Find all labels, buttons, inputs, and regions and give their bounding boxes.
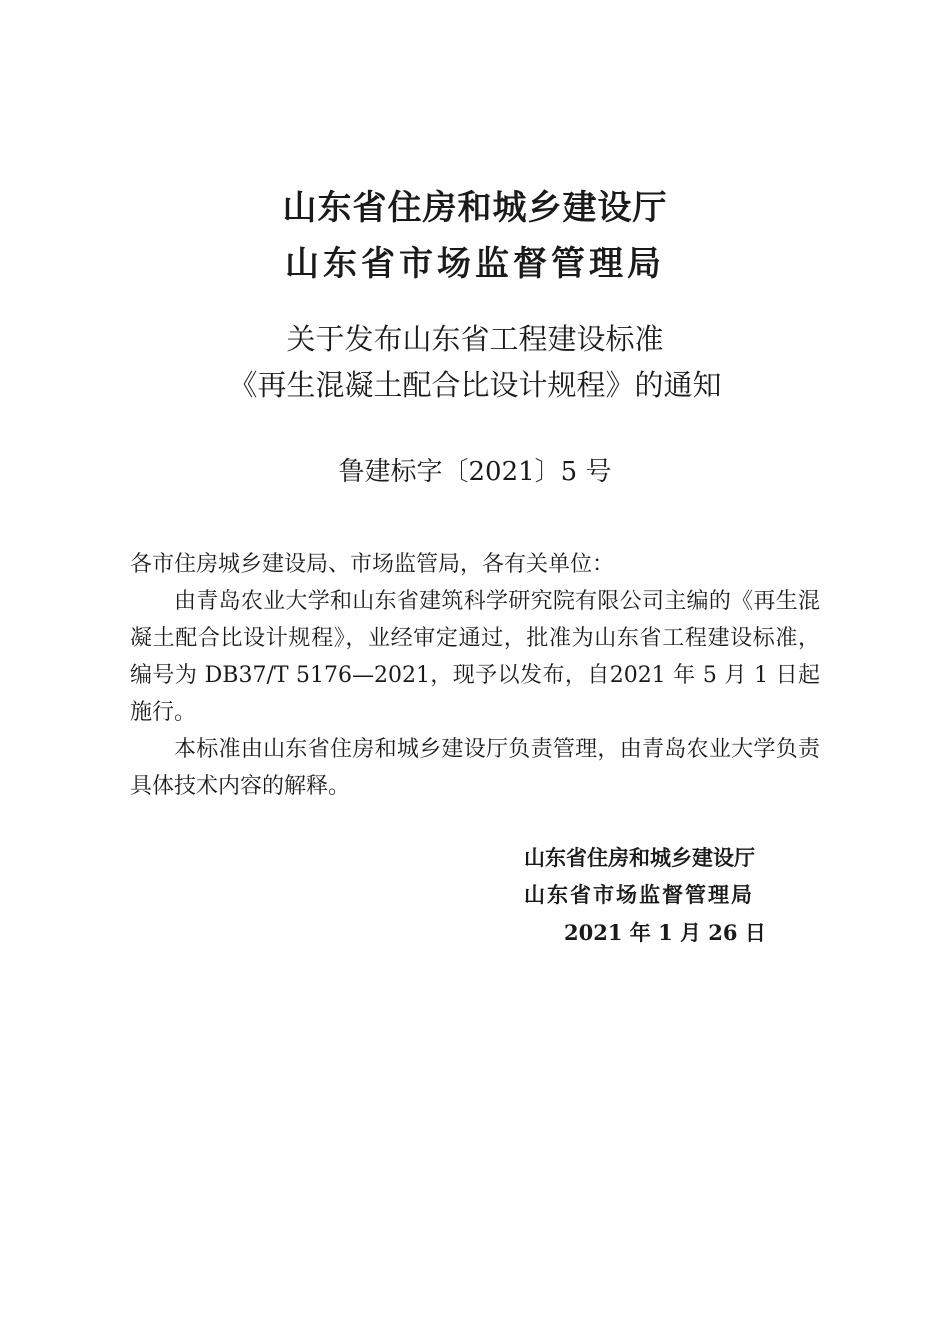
signature-org: 山东省住房和城乡建设厅	[524, 846, 755, 870]
salutation: 各市住房城乡建设局、市场监管局，各有关单位：	[130, 552, 615, 577]
signature-block	[524, 840, 824, 951]
document-number: 鲁建标字〔2021〕5 号	[338, 457, 612, 487]
notice-title-line: 关于发布山东省工程建设标准	[286, 322, 664, 356]
signature-org: 山东省市场监督管理局	[524, 883, 754, 907]
body-paragraph: 由青岛农业大学和山东省建筑科学研究院有限公司主编的《再生混凝土配合比设计规程》，业经审定通过，批准为山东省工程建设标准，编号为 DB37/T 5176—2021，现予以发布，自2021 年 5 月 1 日起施行。	[130, 589, 820, 725]
issuer-header	[0, 180, 950, 292]
notice-title	[0, 316, 950, 408]
issuer-name: 山东省住房和城乡建设厅	[282, 188, 668, 228]
signature-date: 2021 年 1 月 26 日	[564, 920, 766, 945]
notice-title-line: 《再生混凝土配合比设计规程》的通知	[228, 368, 722, 402]
issuer-name: 山东省市场监督管理局	[285, 244, 665, 284]
body-paragraph: 本标准由山东省住房和城乡建设厅负责管理，由青岛农业大学负责具体技术内容的解释。	[130, 737, 820, 799]
notice-body	[130, 546, 820, 805]
